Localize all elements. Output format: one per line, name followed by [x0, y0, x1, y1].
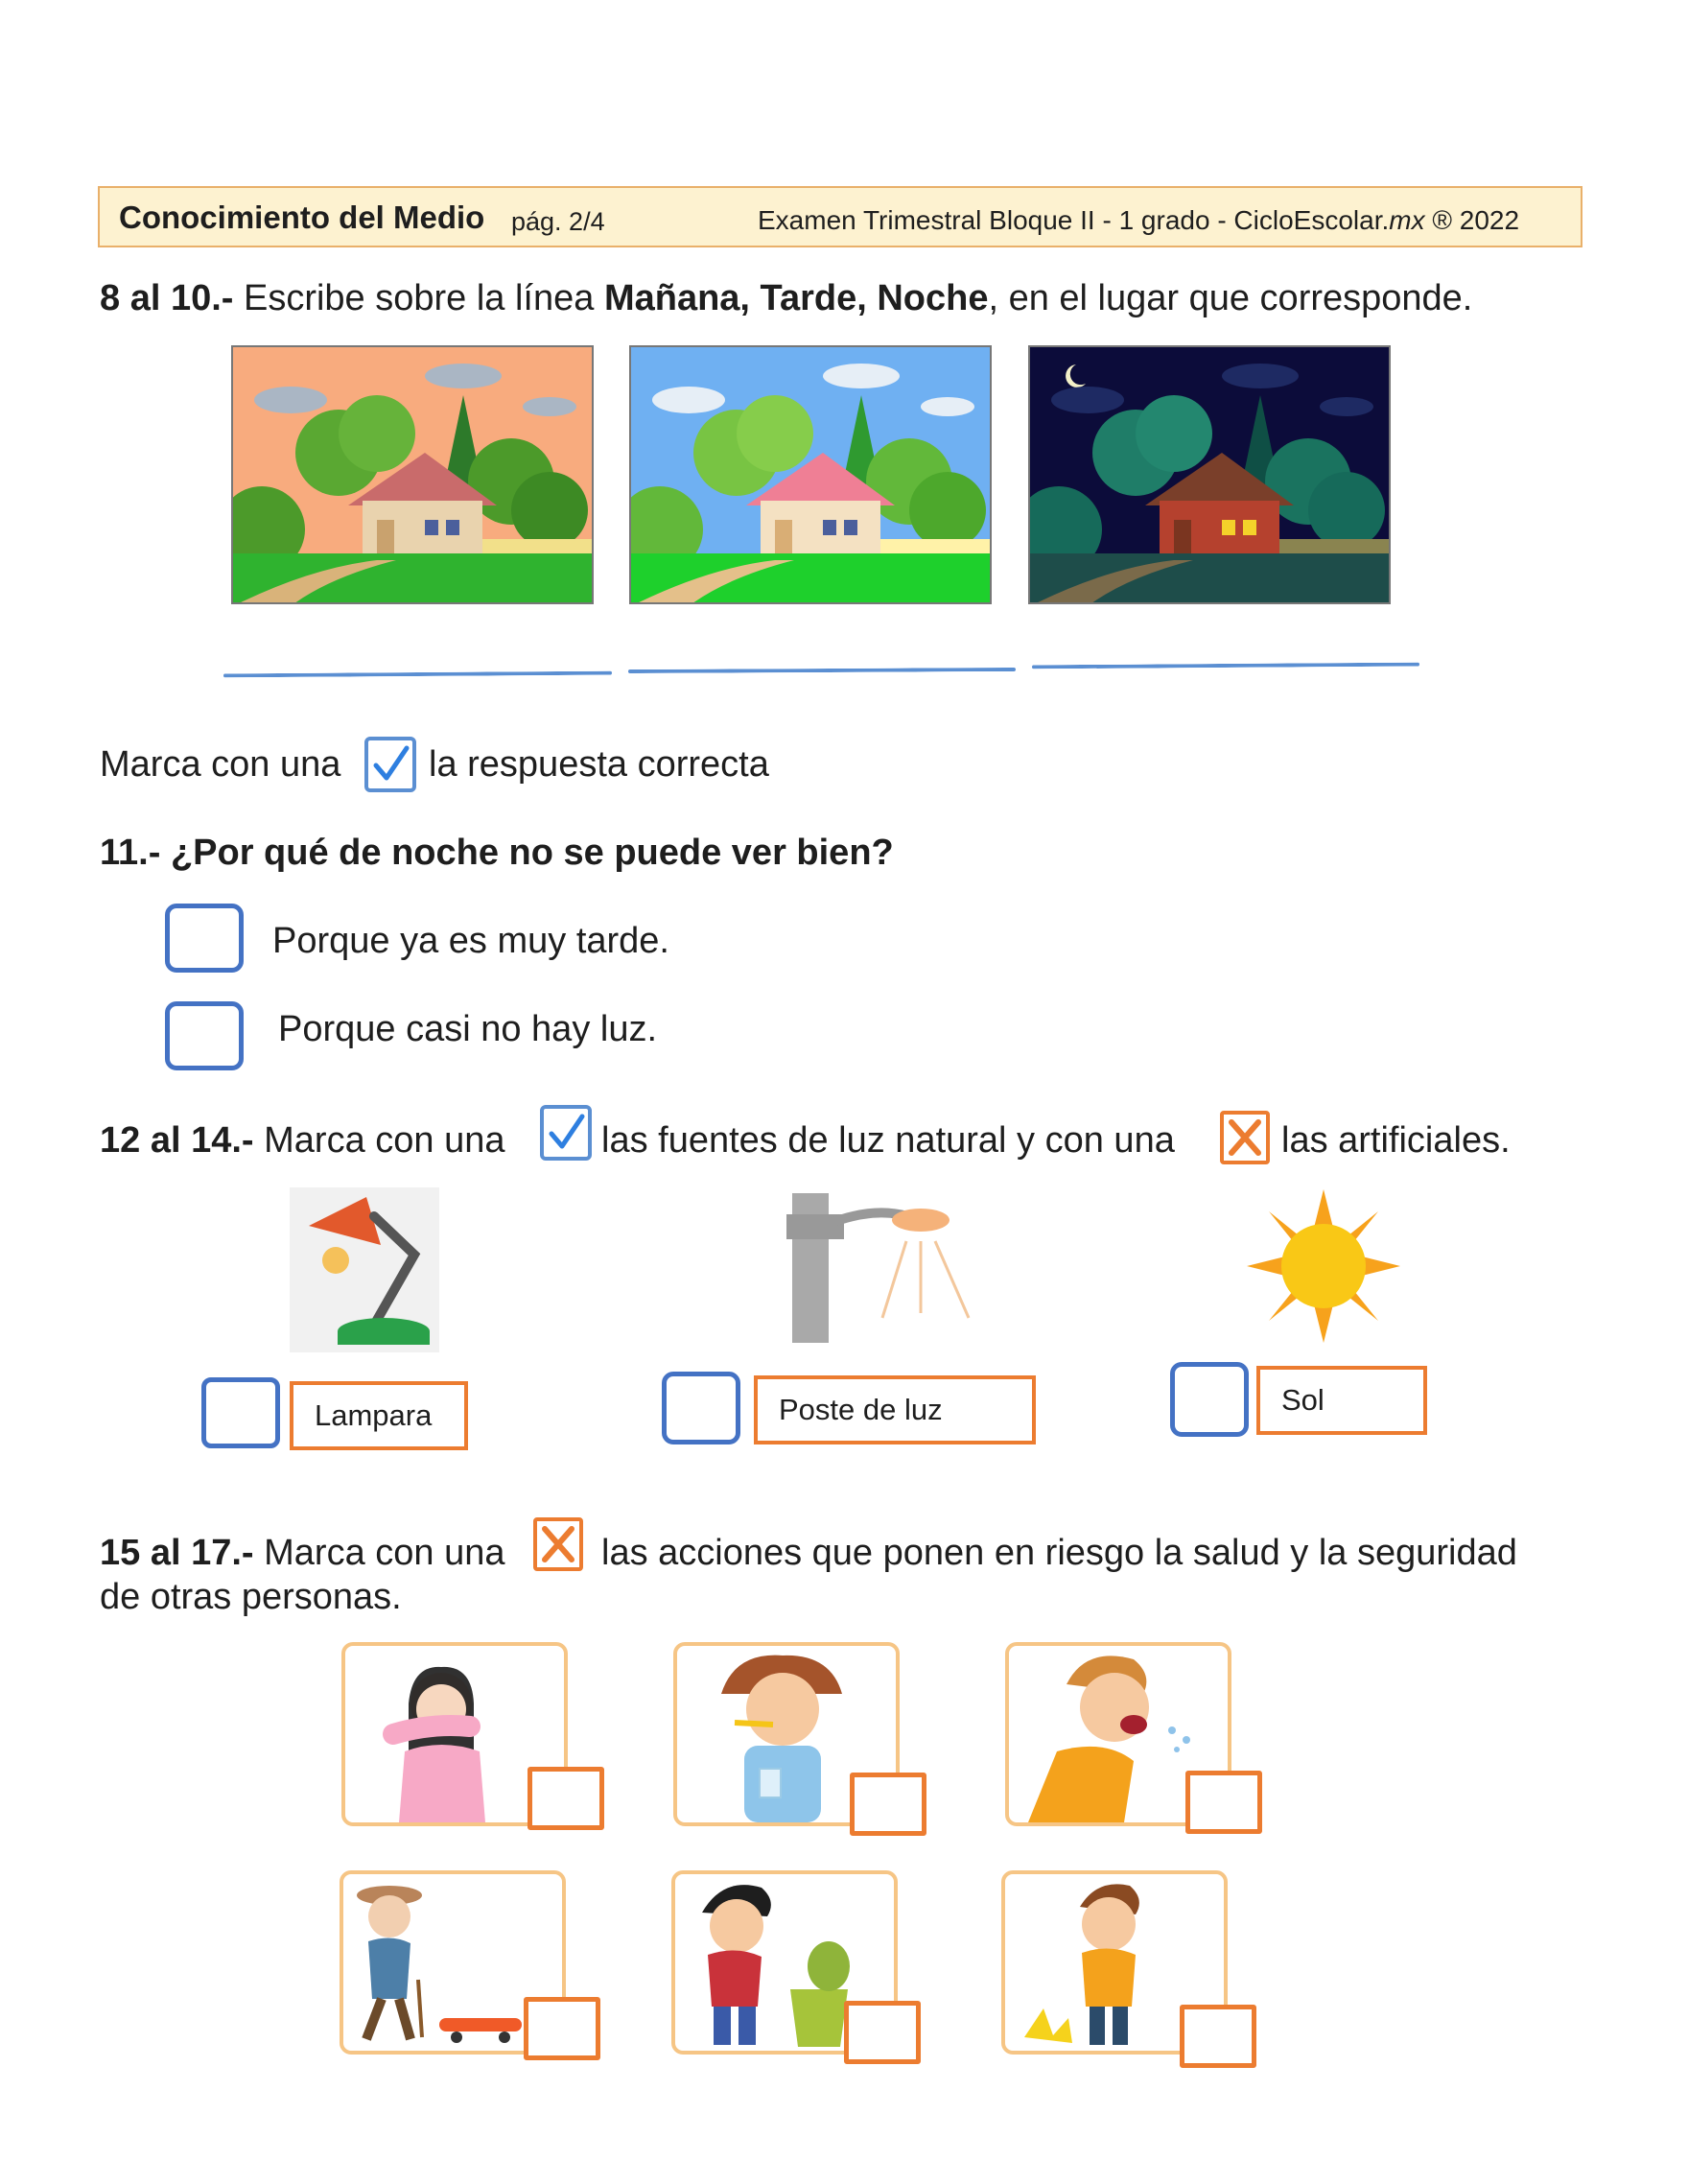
answer-box-3[interactable] — [1185, 1771, 1262, 1834]
question-8-10: 8 al 10.- Escribe sobre la línea Mañana, Tarde, Noche, en el lugar que corresponde. — [100, 278, 1473, 318]
page-number: pág. 2/4 — [511, 207, 605, 236]
instruction-text-a: Marca con una — [100, 744, 341, 785]
answer-box-5[interactable] — [844, 2001, 921, 2064]
page-header — [98, 186, 1582, 247]
answer-line-2[interactable] — [628, 668, 1016, 673]
answer-box-4[interactable] — [524, 1997, 600, 2060]
night-scene — [1028, 345, 1391, 604]
question-15-17-text-a: 15 al 17.- Marca con una — [100, 1533, 505, 1573]
option-checkbox-2[interactable] — [165, 1001, 244, 1070]
instruction-text-b: la respuesta correcta — [429, 744, 769, 785]
checkmark-example-icon — [540, 1105, 592, 1161]
sun-icon — [1247, 1189, 1400, 1343]
x-mark-example-icon — [533, 1517, 583, 1571]
question-15-17-text-c: de otras personas. — [100, 1577, 402, 1617]
question-11-title: 11.- ¿Por qué de noche no se puede ver bien? — [100, 833, 894, 873]
question-12-14-text-a: 12 al 14.- Marca con una — [100, 1120, 505, 1161]
street-light-checkbox[interactable] — [662, 1372, 740, 1444]
option-label-2: Porque casi no hay luz. — [278, 1009, 658, 1049]
answer-box-1[interactable] — [528, 1767, 604, 1830]
street-light-icon — [786, 1193, 978, 1343]
answer-line-1[interactable] — [223, 671, 612, 678]
option-checkbox-1[interactable] — [165, 904, 244, 973]
day-scene — [629, 345, 992, 604]
answer-line-3[interactable] — [1032, 663, 1419, 669]
lamp-label: Lampara — [290, 1381, 468, 1450]
sun-checkbox[interactable] — [1170, 1362, 1249, 1437]
question-12-14-text-c: las artificiales. — [1281, 1120, 1511, 1161]
lamp-checkbox[interactable] — [201, 1377, 280, 1448]
answer-box-6[interactable] — [1180, 2005, 1256, 2068]
subject-title: Conocimiento del Medio — [119, 200, 485, 235]
lamp-icon — [290, 1187, 439, 1352]
sun-label: Sol — [1256, 1366, 1427, 1435]
x-mark-example-icon — [1220, 1111, 1270, 1164]
question-12-14-text-b: las fuentes de luz natural y con una — [601, 1120, 1175, 1161]
option-label-1: Porque ya es muy tarde. — [272, 921, 669, 961]
answer-box-2[interactable] — [850, 1773, 926, 1836]
street-light-label: Poste de luz — [754, 1375, 1036, 1444]
sunset-scene — [231, 345, 594, 604]
exam-title: Examen Trimestral Bloque II - 1 grado - CicloEscolar.mx ® 2022 — [758, 205, 1520, 235]
checkmark-example-icon — [364, 737, 416, 792]
question-15-17-text-b: las acciones que ponen en riesgo la salud y la seguridad — [601, 1533, 1517, 1573]
